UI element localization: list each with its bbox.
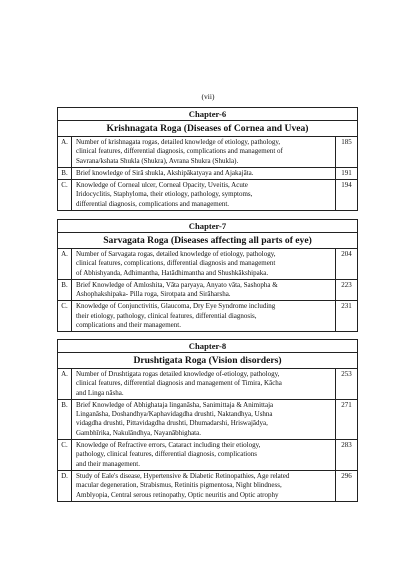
chapter-heading: Chapter-6 (58, 108, 358, 121)
topic-text-line: Ashophakshipaka- Pilla roga, Sirotpata and Sirāharsha. (76, 290, 231, 299)
topic-text-line: and their management. (76, 459, 140, 468)
topic-page-number: 253 (335, 369, 357, 400)
topic-row (58, 399, 358, 439)
topic-letter: D. (58, 470, 72, 501)
topic-page-number: 296 (335, 470, 357, 501)
topic-text (72, 137, 336, 168)
chapter-title-row (58, 233, 358, 249)
topic-page-number: 271 (335, 399, 357, 439)
topic-text (72, 180, 336, 211)
topic-text-line: Knowledge of Conjunctivitis, Glaucoma, Dry Eye Syndrome including (76, 302, 276, 311)
topic-text (72, 440, 336, 471)
topic-letter: A. (58, 369, 72, 400)
topic-text (72, 301, 336, 332)
topic-row (58, 180, 358, 211)
topic-text-line: of Abhishyanda, Adhimantha, Hatādhimantha and Shushkākshipaka. (76, 268, 269, 277)
topic-text-line: Brief Knowledge of Amloshita, Vāta paryaya, Anyato vāta, Sashopha & (76, 280, 278, 289)
topic-text-line: Savrana/kshata Shukla (Shukra), Avrana Shukra (Shukla). (76, 156, 239, 165)
topic-text (72, 249, 336, 280)
topic-page-number: 194 (335, 180, 357, 211)
topic-page-number: 231 (335, 301, 357, 332)
chapter-title: Sarvagata Roga (Diseases affecting all parts of eye) (58, 233, 358, 249)
topic-letter: A. (58, 137, 72, 168)
chapter-title: Krishnagata Roga (Diseases of Cornea and Uvea) (58, 121, 358, 137)
topic-letter: B. (58, 167, 72, 179)
topic-text-line: pathology, clinical features, differential diagnosis, complications (76, 450, 257, 459)
topic-letter: C. (58, 180, 72, 211)
topic-letter: B. (58, 399, 72, 439)
topic-text-line: vidagdha drushti, Pittavidagdha drushti, Dhumadarshi, Hriswajādya, (76, 419, 268, 428)
chapter-title-row (58, 121, 358, 137)
topic-page-number: 191 (335, 167, 357, 179)
topic-page-number: 223 (335, 279, 357, 301)
topic-row (58, 369, 358, 400)
chapter-heading-row (58, 220, 358, 233)
topic-text-line: macular degeneration, Strabismus, Retinitis pigmentosa, Night blindness, (76, 481, 282, 490)
topic-row (58, 137, 358, 168)
topic-row (58, 249, 358, 280)
topic-text-line: Number of krishnagata rogas, detailed knowledge of etiology, pathology, (76, 138, 281, 146)
topic-row (58, 301, 358, 332)
topic-text-line: and Linga nāsha. (76, 388, 124, 397)
topic-text-line: Linganāsha, Doshandhya/Kaphavidagdha drushti, Naktandhya, Ushna (76, 410, 273, 419)
topic-row (58, 279, 358, 301)
chapter-heading-row (58, 108, 358, 121)
topic-text (72, 369, 336, 400)
chapter-table (57, 339, 358, 502)
chapter-title: Drushtigata Roga (Vision disorders) (58, 353, 358, 369)
page-number: (vii) (201, 92, 215, 101)
topic-text-line: Brief knowledge of Sirā shukla, Akshipākatyaya and Ajakajāta. (76, 168, 254, 177)
topic-letter: B. (58, 279, 72, 301)
topic-text (72, 470, 336, 501)
topic-text-line: clinical features, complications, differential diagnosis and management (76, 259, 276, 268)
topic-text-line: Gambhīrika, Nakulāndhya, Nayanābhighata. (76, 428, 201, 437)
topic-text-line: Iridocyclitis, Staphyloma, their etiology, pathology, symptoms, (76, 190, 253, 199)
topic-text-line: Knowledge of Corneal ulcer, Corneal Opacity, Uveitis, Acute (76, 181, 248, 190)
topic-row (58, 440, 358, 471)
topic-page-number: 204 (335, 249, 357, 280)
topic-letter: A. (58, 249, 72, 280)
topic-text-line: Study of Eale's disease, Hypertensive & Diabetic Retinopathies, Age related (76, 471, 290, 480)
topic-text (72, 399, 336, 439)
chapter-title-row (58, 353, 358, 369)
chapter-table (57, 219, 358, 332)
topic-text-line: Number of Sarvagata rogas, detailed knowledge of etiology, pathology, (76, 250, 276, 258)
chapter-heading: Chapter-8 (58, 340, 358, 353)
chapter-heading-row (58, 340, 358, 353)
chapter-heading: Chapter-7 (58, 220, 358, 233)
topic-letter: C. (58, 440, 72, 471)
topic-text-line: their etiology, pathology, clinical features, differential diagnosis, (76, 311, 257, 320)
topic-text-line: complications and their management. (76, 321, 181, 330)
topic-text-line: Knowledge of Refractive errors, Cataract including their etiology, (76, 441, 261, 450)
topic-text (72, 167, 336, 179)
topic-text-line: differential diagnosis, complications and management. (76, 199, 230, 208)
topic-text-line: Number of Drushtigata rogas detailed knowledge of-etiology, pathology, (76, 370, 280, 378)
topic-text (72, 279, 336, 301)
topic-page-number: 185 (335, 137, 357, 168)
topic-text-line: Amblyopia, Central serous retinopathy, Optic neuritis and Optic atrophy (76, 490, 279, 499)
chapter-table (57, 107, 358, 211)
topic-row (58, 470, 358, 501)
topic-text-line: clinical features, differential diagnosis, complications and management of (76, 147, 283, 156)
topic-row (58, 167, 358, 179)
topic-text-line: clinical features, differential diagnosis and management of Timira, Kācha (76, 379, 282, 388)
topic-page-number: 283 (335, 440, 357, 471)
topic-letter: C. (58, 301, 72, 332)
topic-text-line: Brief Knowledge of Abhighataja linganāsha, Sanimittaja & Animittaja (76, 400, 274, 409)
